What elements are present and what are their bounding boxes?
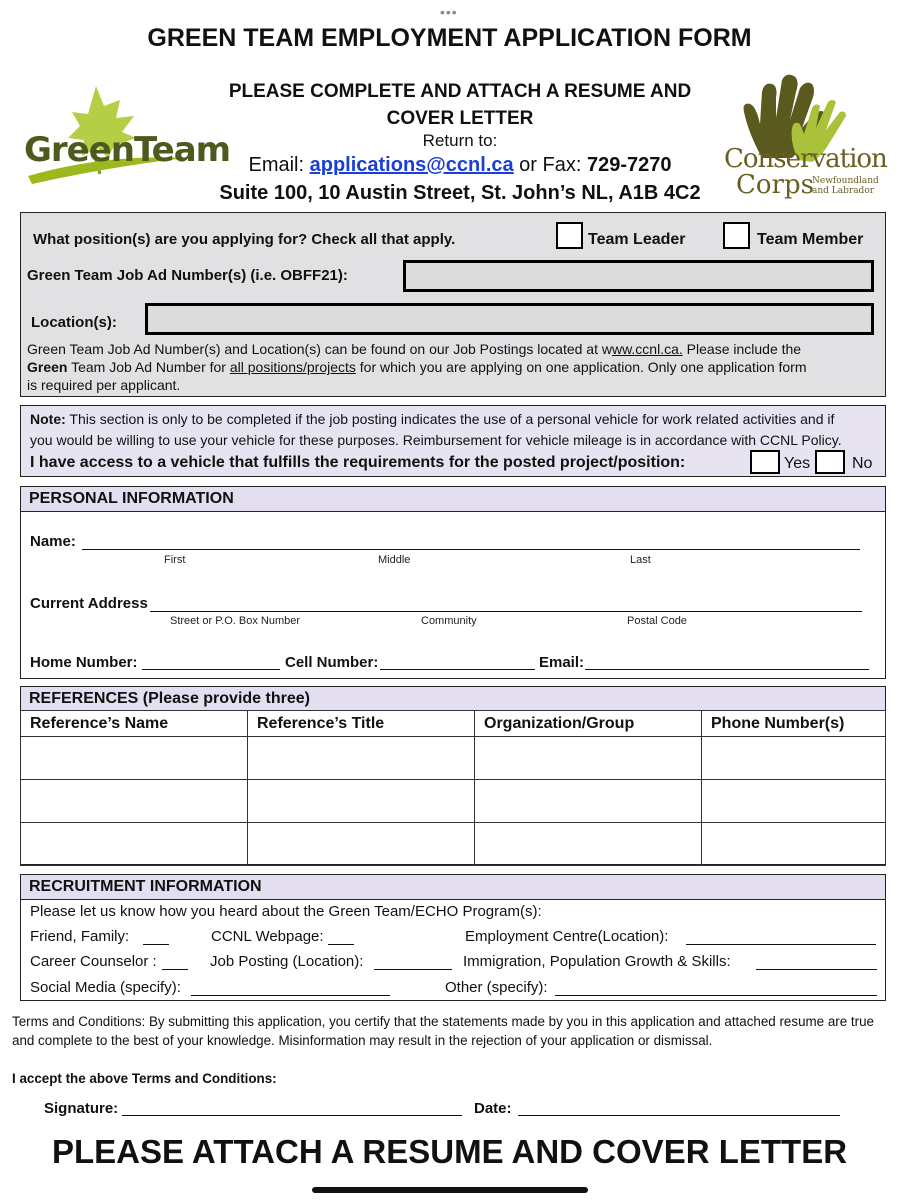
ref-2-title-cell[interactable] (248, 780, 475, 823)
email-link[interactable]: applications@ccnl.ca (309, 154, 514, 176)
recruitment-heading: RECRUITMENT INFORMATION (21, 875, 885, 900)
ref-1-phone-cell[interactable] (702, 737, 886, 780)
cell-number-input[interactable] (380, 653, 535, 670)
recruitment-prompt: Please let us know how you heard about the Green Team/ECHO Program(s): (30, 903, 542, 920)
date-input[interactable] (518, 1099, 840, 1116)
vehicle-note: Note: This section is only to be completed if the job posting indicates the use of a personal vehicle for work related activities and if you would be willing to use your vehicle for these purposes. Reimbursement for vehicle mileage is in accordance with CCNL Policy. (30, 411, 842, 448)
ref-2-phone-cell[interactable] (702, 780, 886, 823)
vehicle-yes-label: Yes (784, 455, 811, 472)
name-middle-caption: Middle (378, 554, 411, 566)
signature-label: Signature: (44, 1100, 119, 1117)
job-posting-label: Job Posting (Location): (210, 953, 364, 970)
date-label: Date: (474, 1100, 512, 1117)
cell-number-label: Cell Number: (285, 654, 379, 671)
green-team-logo-text: GreenTeam (24, 130, 231, 170)
ref-col-phone: Phone Number(s) (702, 711, 886, 737)
address-input[interactable] (150, 595, 862, 612)
ref-col-name: Reference’s Name (21, 711, 248, 737)
employment-centre-input[interactable] (686, 928, 876, 945)
team-member-checkbox[interactable] (723, 222, 750, 249)
career-counselor-input[interactable] (162, 953, 188, 970)
contact-line: Email: applications@ccnl.ca or Fax: 729-7270 (248, 154, 672, 176)
window-handle: ••• (440, 4, 458, 20)
position-note: Green Team Job Ad Number(s) and Location(s) can be found on our Job Postings located at www.ccnl.ca. Please include the Green Team Job Ad Number for all positions/projects for which you are applying on one application. Only one application form is required per applicant. (27, 341, 807, 393)
ref-3-org-cell[interactable] (475, 823, 702, 866)
terms-text: Terms and Conditions: By submitting this application, you certify that the statements made by you in this application and attached resume are true and complete to the best of your knowledge. Misinformation may result in the rejection of your application or dismissal. (12, 1014, 874, 1048)
team-leader-label: Team Leader (588, 231, 686, 248)
email-label: Email: (539, 654, 585, 671)
cc-logo-line2: Corps (736, 170, 814, 200)
footer-reminder: PLEASE ATTACH A RESUME AND COVER LETTER (51, 1133, 848, 1170)
team-leader-checkbox[interactable] (556, 222, 583, 249)
vehicle-question: I have access to a vehicle that fulfills the requirements for the posted project/position: (30, 454, 686, 471)
table-row (21, 737, 886, 780)
vehicle-yes-checkbox[interactable] (750, 450, 780, 474)
green-team-logo (24, 84, 231, 188)
name-last-caption: Last (630, 554, 651, 566)
job-posting-input[interactable] (374, 953, 452, 970)
vehicle-no-checkbox[interactable] (815, 450, 845, 474)
ccnl-website-link[interactable]: ww.ccnl.ca. (611, 341, 683, 357)
ref-1-name-cell[interactable] (21, 737, 248, 780)
employment-centre-label: Employment Centre(Location): (465, 928, 669, 945)
table-row (21, 823, 886, 866)
references-table (20, 710, 886, 866)
social-media-input[interactable] (191, 979, 390, 996)
social-media-label: Social Media (specify): (30, 979, 181, 996)
ref-col-title: Reference’s Title (248, 711, 475, 737)
immigration-input[interactable] (756, 953, 877, 970)
career-counselor-label: Career Counselor : (30, 953, 157, 970)
ref-3-title-cell[interactable] (248, 823, 475, 866)
header-instruction: PLEASE COMPLETE AND ATTACH A RESUME AND COVER LETTER (228, 81, 692, 129)
position-question: What position(s) are you applying for? Check all that apply. (33, 231, 456, 248)
conservation-corps-logo (722, 72, 887, 206)
other-label: Other (specify): (445, 979, 548, 996)
address-community-caption: Community (421, 615, 477, 627)
name-label: Name: (30, 533, 76, 550)
ccnl-webpage-input[interactable] (328, 928, 354, 945)
home-indicator[interactable] (312, 1187, 588, 1193)
name-first-caption: First (164, 554, 186, 566)
address-street-caption: Street or P.O. Box Number (170, 615, 301, 627)
return-to: Return to: (422, 131, 498, 150)
ref-2-org-cell[interactable] (475, 780, 702, 823)
ref-3-name-cell[interactable] (21, 823, 248, 866)
other-input[interactable] (555, 979, 877, 996)
home-number-label: Home Number: (30, 654, 138, 671)
friend-family-label: Friend, Family: (30, 928, 130, 945)
location-input[interactable] (145, 303, 874, 335)
address-label: Current Address (30, 595, 148, 612)
ad-number-input[interactable] (403, 260, 874, 292)
ad-number-label: Green Team Job Ad Number(s) (i.e. OBFF21): (27, 267, 348, 284)
home-number-input[interactable] (142, 653, 280, 670)
address-postal-caption: Postal Code (627, 615, 687, 627)
form-title: GREEN TEAM EMPLOYMENT APPLICATION FORM (147, 24, 752, 52)
table-row (21, 780, 886, 823)
fax-number: 729-7270 (586, 154, 672, 176)
personal-section (20, 486, 886, 679)
personal-heading: PERSONAL INFORMATION (21, 487, 885, 512)
location-label: Location(s): (31, 314, 117, 331)
email-input[interactable] (585, 653, 869, 670)
ccnl-webpage-label: CCNL Webpage: (211, 928, 324, 945)
immigration-label: Immigration, Population Growth & Skills: (463, 953, 731, 970)
friend-family-input[interactable] (143, 928, 169, 945)
cc-logo-line1: Conservation (724, 144, 887, 174)
ref-1-org-cell[interactable] (475, 737, 702, 780)
team-member-label: Team Member (757, 231, 864, 248)
signature-input[interactable] (122, 1099, 462, 1116)
name-input[interactable] (82, 532, 860, 550)
ref-col-org: Organization/Group (475, 711, 702, 737)
vehicle-no-label: No (852, 455, 873, 472)
mailing-address: Suite 100, 10 Austin Street, St. John’s NL, A1B 4C2 (219, 182, 701, 204)
cc-logo-sub: Newfoundland and Labrador (812, 176, 879, 196)
ref-2-name-cell[interactable] (21, 780, 248, 823)
terms-accept: I accept the above Terms and Conditions: (12, 1071, 277, 1086)
ref-1-title-cell[interactable] (248, 737, 475, 780)
ref-3-phone-cell[interactable] (702, 823, 886, 866)
references-heading: REFERENCES (Please provide three) (21, 687, 885, 711)
